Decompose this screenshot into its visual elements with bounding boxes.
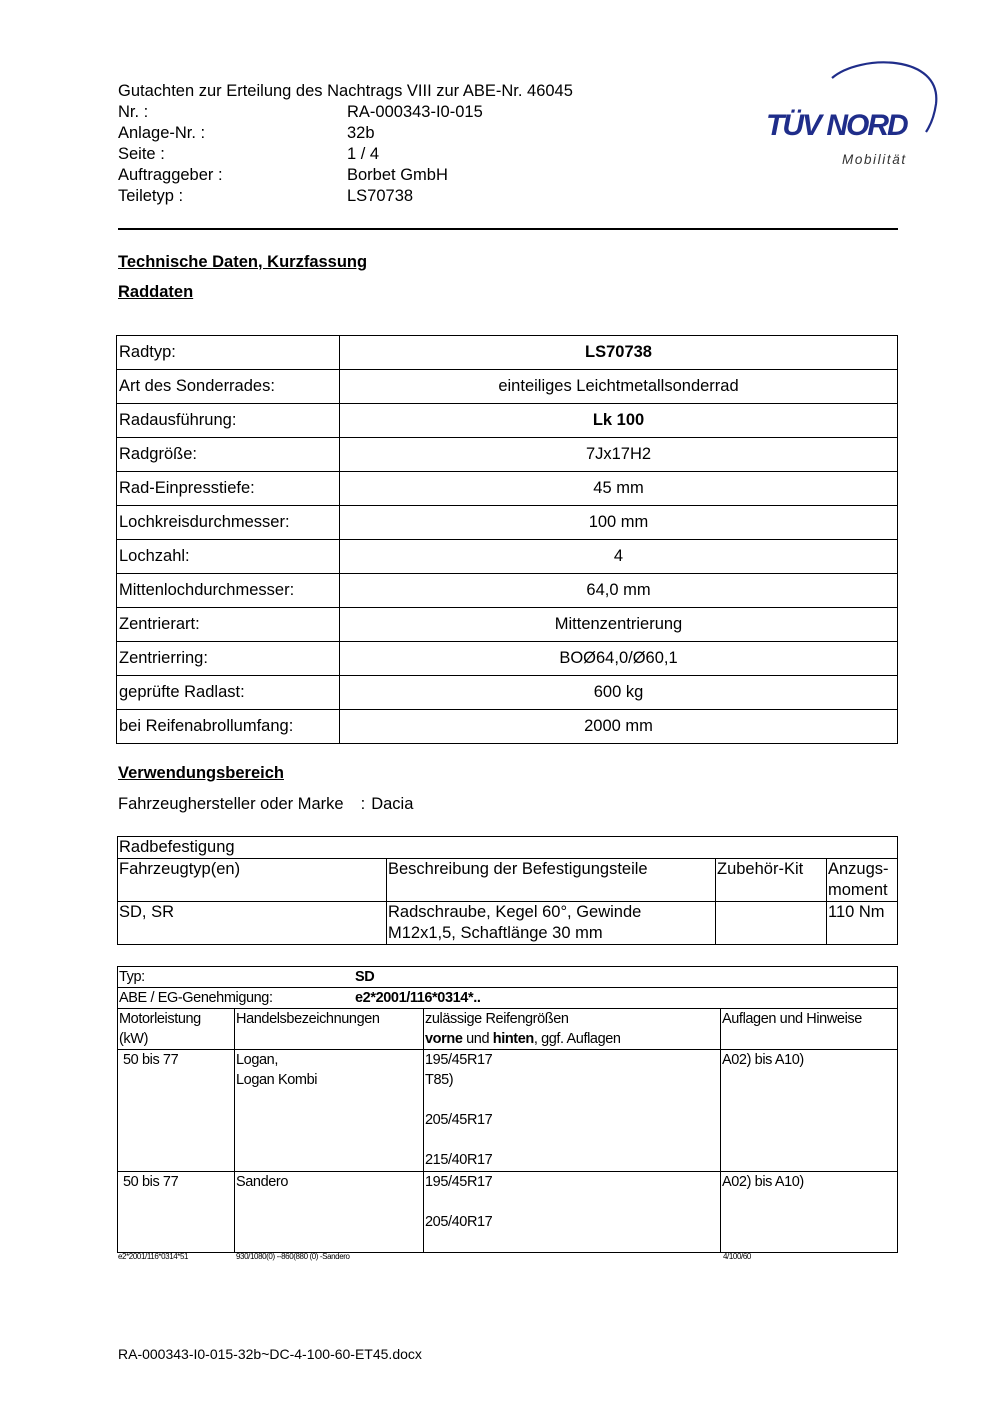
col-header-handel: Handelsbezeichnungen	[235, 1009, 424, 1050]
row-label: bei Reifenabrollumfang:	[117, 710, 340, 744]
table-row	[117, 506, 898, 540]
table-row	[117, 574, 898, 608]
table-row	[118, 1172, 898, 1253]
header-divider	[118, 228, 898, 230]
header-und: und	[462, 1031, 493, 1047]
table-row	[117, 710, 898, 744]
header-field	[118, 186, 573, 207]
footnote-a: e2*2001/116*0314*51	[118, 1252, 189, 1261]
header-value: LS70738	[347, 187, 414, 205]
header-value: RA-000343-I0-015	[347, 103, 483, 121]
marke-label: Fahrzeughersteller oder Marke	[118, 795, 344, 813]
row-label: Radgröße:	[117, 438, 340, 472]
cell-line: 195/45R17	[425, 1052, 493, 1068]
col-header-line: moment	[828, 881, 888, 899]
table-row	[118, 837, 898, 859]
cell-handel	[235, 1172, 424, 1253]
section-heading-tech: Technische Daten, Kurzfassung	[118, 253, 368, 271]
cell-line: 215/40R17	[425, 1152, 493, 1168]
cell-auflagen: A02) bis A10)	[721, 1172, 898, 1253]
table-row	[117, 608, 898, 642]
header-field	[118, 165, 573, 186]
cell-leistung: 50 bis 77	[118, 1050, 235, 1172]
cell-beschreibung	[387, 902, 716, 945]
marke-value: Dacia	[371, 795, 414, 813]
row-value: einteiliges Leichtmetallsonderrad	[340, 370, 898, 404]
col-header-line: Motorleistung	[119, 1011, 201, 1027]
row-label: Rad-Einpresstiefe:	[117, 472, 340, 506]
abe-value: e2*2001/116*0314*..	[355, 990, 481, 1006]
header-label: Seite :	[118, 145, 165, 163]
typ-value: SD	[355, 969, 375, 985]
fahrzeughersteller-line	[118, 795, 413, 814]
col-header: Beschreibung der Befestigungsteile	[387, 859, 716, 902]
header-vorne: vorne	[425, 1031, 463, 1047]
header-field	[118, 102, 573, 123]
table-row	[117, 676, 898, 710]
col-header: Zubehör-Kit	[716, 859, 827, 902]
col-header-anzugsmoment	[827, 859, 898, 902]
table-row	[117, 642, 898, 676]
col-header: Fahrzeugtyp(en)	[118, 859, 387, 902]
table-row	[118, 967, 898, 988]
header-label: Teiletyp :	[118, 187, 184, 205]
row-label: geprüfte Radlast:	[117, 676, 340, 710]
table-row	[118, 902, 898, 945]
table-row	[117, 540, 898, 574]
header-rest: , ggf. Auflagen	[533, 1031, 621, 1047]
row-label: Mittenlochdurchmesser:	[117, 574, 340, 608]
row-value: 100 mm	[340, 506, 898, 540]
typ-label: Typ:	[119, 969, 145, 985]
document-title: Gutachten zur Erteilung des Nachtrags VIII zur ABE-Nr. 46045	[118, 82, 573, 100]
col-header-line: Anzugs-	[828, 860, 889, 878]
table-row	[117, 404, 898, 438]
row-label: Radausführung:	[117, 404, 340, 438]
cell-handel	[235, 1050, 424, 1172]
typ-row	[118, 967, 898, 988]
cell-reifen	[424, 1172, 721, 1253]
table-row	[117, 472, 898, 506]
logo-brand: TÜV NORD	[766, 109, 907, 142]
row-value: 2000 mm	[340, 710, 898, 744]
cell-line: Sandero	[236, 1174, 289, 1190]
row-value: 45 mm	[340, 472, 898, 506]
row-value: Lk 100	[340, 404, 898, 438]
row-value: 7Jx17H2	[340, 438, 898, 472]
table-row	[118, 988, 898, 1009]
cell-auflagen: A02) bis A10)	[721, 1050, 898, 1172]
header-value: 1 / 4	[347, 145, 380, 163]
col-header-leistung	[118, 1009, 235, 1050]
header-value: Borbet GmbH	[347, 166, 448, 184]
table-header-row	[118, 859, 898, 902]
cell-kit	[716, 902, 827, 945]
cell-line: 205/45R17	[425, 1112, 493, 1128]
document-header	[118, 81, 573, 207]
col-header-reifen	[424, 1009, 721, 1050]
header-hinten: hinten	[492, 1031, 534, 1047]
header-label: Nr. :	[118, 103, 149, 121]
cell-line: 205/40R17	[425, 1214, 493, 1230]
col-header-line: zulässige Reifengrößen	[425, 1011, 569, 1027]
table-header-row	[118, 1009, 898, 1050]
col-header-auflagen: Auflagen und Hinweise	[721, 1009, 898, 1050]
tuev-nord-logo	[760, 56, 945, 176]
typ-table	[117, 966, 898, 1253]
table-row	[117, 336, 898, 370]
cell-line: T85)	[425, 1072, 454, 1088]
marke-separator: :	[360, 795, 366, 813]
header-value: 32b	[347, 124, 375, 142]
table-row	[117, 370, 898, 404]
cell-line: Logan Kombi	[236, 1072, 318, 1088]
header-label: Anlage-Nr. :	[118, 124, 206, 142]
raddaten-table	[116, 335, 898, 744]
col-header-line: (kW)	[119, 1031, 148, 1047]
cell-line: 195/45R17	[425, 1174, 493, 1190]
col-header-line	[425, 1029, 719, 1049]
row-label: Zentrierart:	[117, 608, 340, 642]
abe-row	[118, 988, 898, 1009]
document-filename: RA-000343-I0-015-32b~DC-4-100-60-ET45.docx	[118, 1346, 422, 1362]
logo-sub: Mobilität	[842, 152, 907, 167]
cell-line: Radschraube, Kegel 60°, Gewinde	[388, 903, 642, 921]
abe-label: ABE / EG-Genehmigung:	[119, 990, 273, 1006]
cell-line: M12x1,5, Schaftlänge 30 mm	[388, 924, 603, 942]
cell-leistung: 50 bis 77	[118, 1172, 235, 1253]
header-field	[118, 144, 573, 165]
row-value: Mittenzentrierung	[340, 608, 898, 642]
row-value: 4	[340, 540, 898, 574]
row-label: Lochkreisdurchmesser:	[117, 506, 340, 540]
cell-moment: 110 Nm	[827, 902, 898, 945]
cell-typ: SD, SR	[118, 902, 387, 945]
table-row	[117, 438, 898, 472]
cell-reifen	[424, 1050, 721, 1172]
row-label: Radtyp:	[117, 336, 340, 370]
section-heading-raddaten: Raddaten	[118, 283, 194, 301]
footnote-c: 4/100/60	[723, 1252, 751, 1261]
row-value: 64,0 mm	[340, 574, 898, 608]
section-heading-verwendung: Verwendungsbereich	[118, 764, 284, 782]
cell-line: Logan,	[236, 1052, 278, 1068]
logo-arc-icon	[760, 56, 945, 176]
radbefestigung-title: Radbefestigung	[118, 837, 898, 859]
row-value: 600 kg	[340, 676, 898, 710]
row-value: BOØ64,0/Ø60,1	[340, 642, 898, 676]
header-field	[118, 123, 573, 144]
header-label: Auftraggeber :	[118, 166, 223, 184]
radbefestigung-table	[117, 836, 898, 945]
table-row	[118, 1050, 898, 1172]
row-value: LS70738	[340, 336, 898, 370]
footnote-b: 930/1080(0) --860(880 (0) -Sandero	[236, 1252, 350, 1261]
row-label: Zentrierring:	[117, 642, 340, 676]
row-label: Lochzahl:	[117, 540, 340, 574]
row-label: Art des Sonderrades:	[117, 370, 340, 404]
